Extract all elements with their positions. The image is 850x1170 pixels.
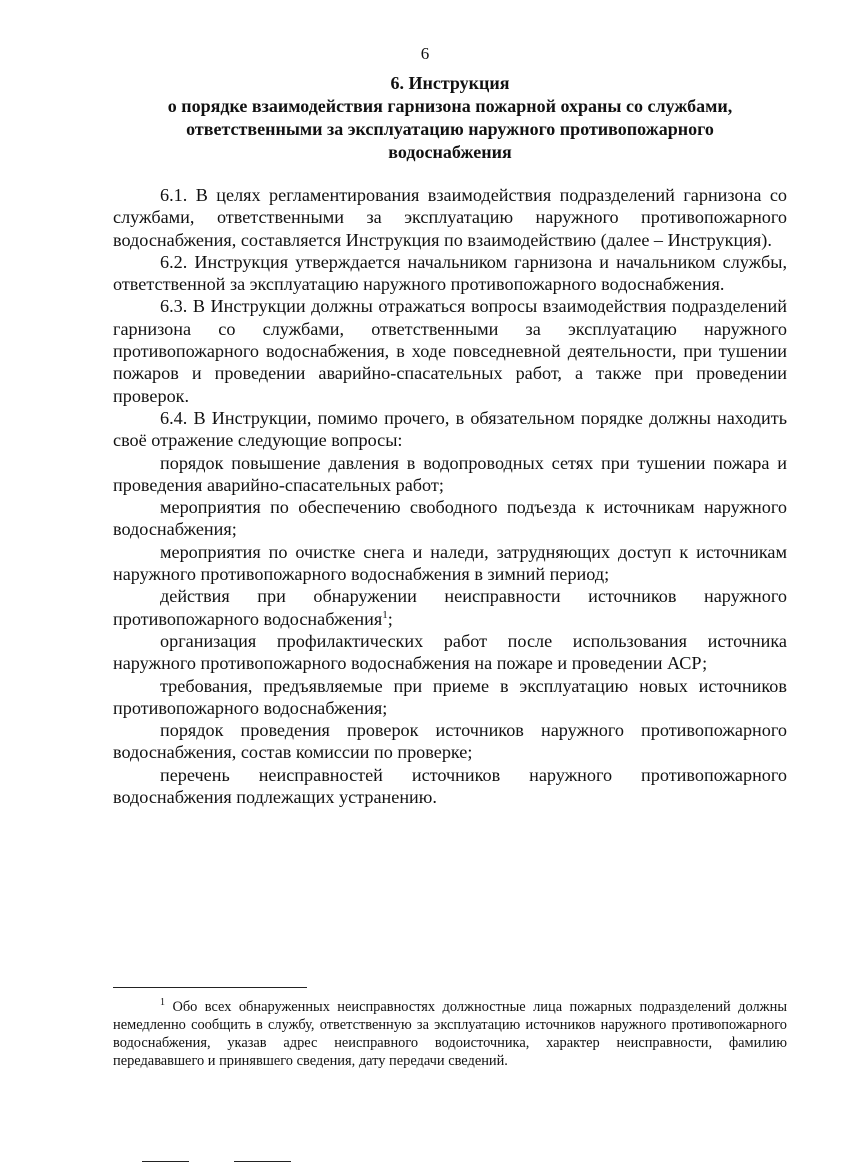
- list-item: мероприятия по очистке снега и наледи, затрудняющих доступ к источникам наружного противопожарного водоснабжения в зимний период;: [113, 541, 787, 585]
- list-item: порядок повышение давления в водопроводных сетях при тушении пожара и проведения аварийно-спасательных работ;: [113, 452, 787, 495]
- heading-subtitle-line-2: ответственными за эксплуатацию наружного противопожарного: [186, 119, 714, 139]
- list-item: перечень неисправностей источников наружного противопожарного водоснабжения подлежащих устранению.: [113, 764, 787, 808]
- footnote-text: Обо всех обнаруженных неисправностях должностные лица пожарных подразделений должны немедленно сообщить в службу, ответственную за эксплуатацию источников наружного противопожарного водоснабжения, указав адрес неисправного водоисточника, характер неисправности, фамилию передававшего и принявшего сведения, дату передачи сведений.: [113, 999, 787, 1069]
- list-item: требования, предъявляемые при приеме в эксплуатацию новых источников противопожарного водоснабжения;: [113, 675, 787, 718]
- footnote: [113, 998, 787, 1070]
- list-item: порядок проведения проверок источников наружного противопожарного водоснабжения, состав комиссии по проверке;: [113, 720, 787, 763]
- document-body: [113, 184, 787, 808]
- footnote-marker: 1: [160, 997, 165, 1009]
- heading-title: 6. Инструкция: [390, 73, 510, 93]
- document-heading: [100, 72, 800, 164]
- footnote-reference: 1: [382, 608, 388, 621]
- paragraph-6-1: 6.1. В целях регламентирования взаимодействия подразделений гарнизона со службами, ответственными за эксплуатацию наружного противопожарного водоснабжения, составляется Инструкция по взаимодействию (далее – Инструкция).: [113, 185, 787, 250]
- list-item: организация профилактических работ после использования источника наружного противопожарного водоснабжения на пожаре и проведении АСР;: [113, 630, 787, 674]
- heading-subtitle-line-1: о порядке взаимодействия гарнизона пожарной охраны со службами,: [167, 96, 733, 116]
- list-item-suffix: ;: [387, 608, 393, 629]
- bottom-line-left: [142, 1161, 189, 1162]
- paragraph-6-4: 6.4. В Инструкции, помимо прочего, в обязательном порядке должны находить своё отражение следующие вопросы:: [113, 407, 787, 451]
- paragraph-6-2: 6.2. Инструкция утверждается начальником гарнизона и начальником службы, ответственной за эксплуатацию наружного противопожарного водоснабжения.: [113, 251, 787, 295]
- heading-subtitle-line-3: водоснабжения: [388, 142, 512, 162]
- list-item-text: действия при обнаружении неисправности источников наружного противопожарного водоснабжения: [113, 586, 787, 629]
- paragraph-6-3: 6.3. В Инструкции должны отражаться вопросы взаимодействия подразделений гарнизона со службами, ответственными за эксплуатацию наружного противопожарного водоснабжения, в ходе повседневной деятельности, при тушении пожаров и проведении аварийно-спасательных работ, а также при проведении проверок.: [113, 296, 787, 406]
- list-item-with-footnote: [113, 585, 787, 630]
- list-item: мероприятия по обеспечению свободного подъезда к источникам наружного водоснабжения;: [113, 497, 787, 540]
- footnote-separator: [113, 987, 307, 988]
- page-number: 6: [420, 44, 430, 63]
- bottom-line-right: [234, 1161, 291, 1162]
